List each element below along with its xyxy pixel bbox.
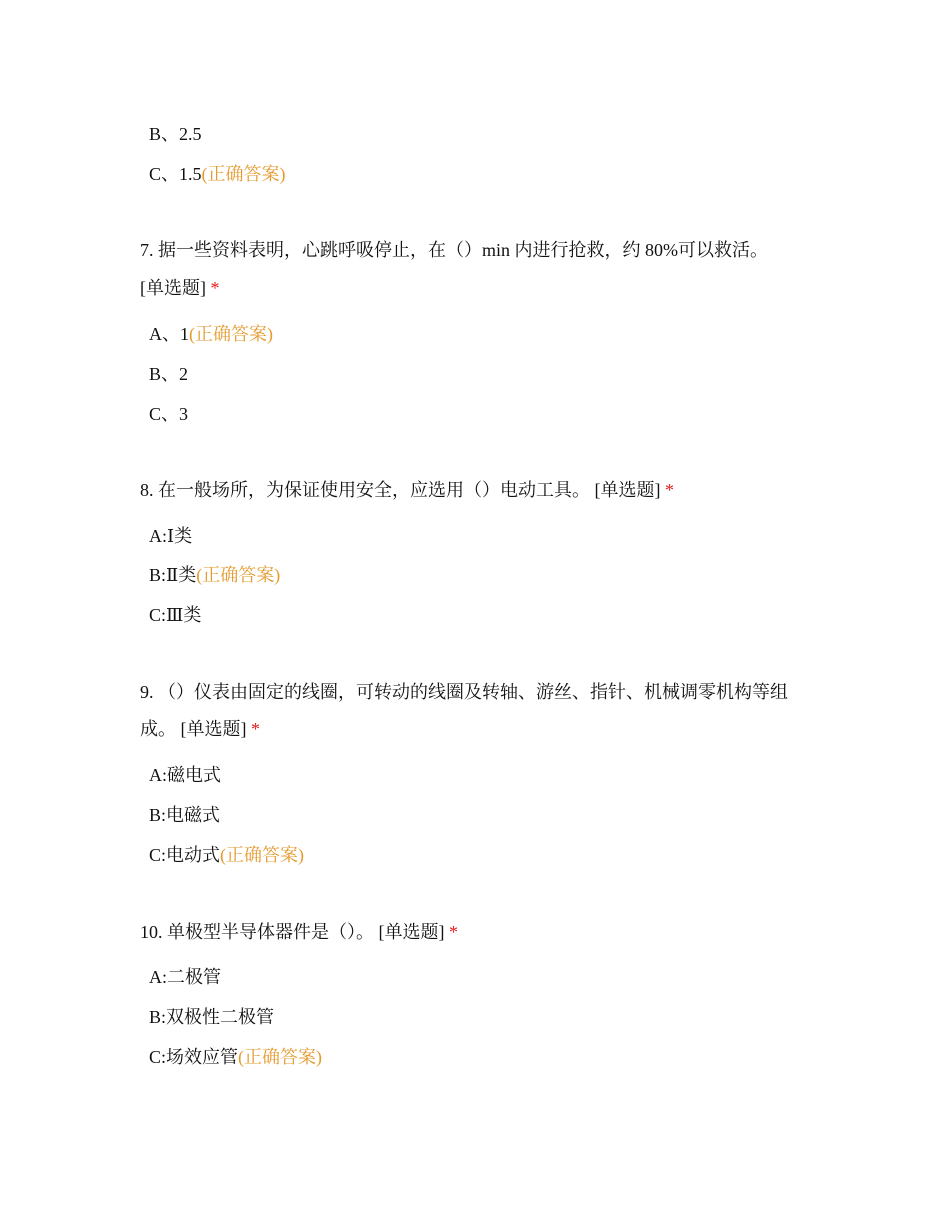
required-mark: * [210,278,220,298]
question-number: 9. [140,682,154,702]
option-text: C:电动式 [149,845,221,865]
question-9-option-b [149,803,220,827]
question-8-option-c [149,603,201,627]
question-type: [单选题] [594,480,661,500]
question-9-option-c [149,843,304,867]
required-mark: * [665,480,674,500]
question-text: 在一般场所，为保证使用安全，应选用（）电动工具。 [158,480,590,500]
question-type: [单选题] [140,278,206,298]
option-prev-c [149,162,286,186]
question-number: 8. [140,480,154,500]
option-text: B、2.5 [149,124,202,144]
question-7-meta [140,276,220,300]
question-9-option-a [149,763,221,787]
correct-answer-tag: (正确答案) [196,565,281,585]
correct-answer-tag: (正确答案) [220,845,305,865]
question-7-option-c [149,402,188,426]
option-text: A:磁电式 [149,765,221,785]
question-7-option-b [149,362,188,386]
correct-answer-tag: (正确答案) [189,324,273,344]
option-prev-b [149,122,202,146]
option-text: C:场效应管 [149,1047,239,1067]
question-type: [单选题] [378,922,445,942]
question-text: 单极型半导体器件是（）。 [167,922,374,942]
question-number: 10. [140,922,163,942]
option-text: B:电磁式 [149,805,221,825]
question-9-stem-cont [140,717,260,741]
option-text: C、3 [149,404,189,424]
question-10-option-b [149,1005,274,1029]
option-text: B:双极性二极管 [149,1007,275,1027]
required-mark: * [251,719,260,739]
question-10-stem [140,920,458,944]
question-8-option-b [149,563,280,587]
question-8-option-a [149,524,192,548]
option-text: B、2 [149,364,189,384]
question-9-stem [140,680,788,704]
option-text: A:Ⅰ类 [149,526,193,546]
required-mark: * [449,922,458,942]
question-7-option-a [149,322,273,346]
question-8-stem [140,478,674,502]
question-type: [单选题] [180,719,247,739]
option-text: A:二极管 [149,967,221,987]
question-text: （）仪表由固定的线圈，可转动的线圈及转轴、游丝、指针、机械调零机构等组 [158,682,788,702]
question-text-cont: 成。 [140,719,176,739]
question-text: 据一些资料表明，心跳呼吸停止，在（）min 内进行抢救，约 80%可以救活。 [158,240,768,260]
option-text: C、1.5 [149,164,202,184]
question-10-option-c [149,1045,322,1069]
question-number: 7. [140,240,154,260]
option-text: A、1 [149,324,189,344]
correct-answer-tag: (正确答案) [201,164,286,184]
option-text: B:Ⅱ类 [149,565,197,585]
question-7-stem [140,238,768,262]
option-text: C:Ⅲ类 [149,605,202,625]
correct-answer-tag: (正确答案) [238,1047,323,1067]
question-10-option-a [149,965,221,989]
